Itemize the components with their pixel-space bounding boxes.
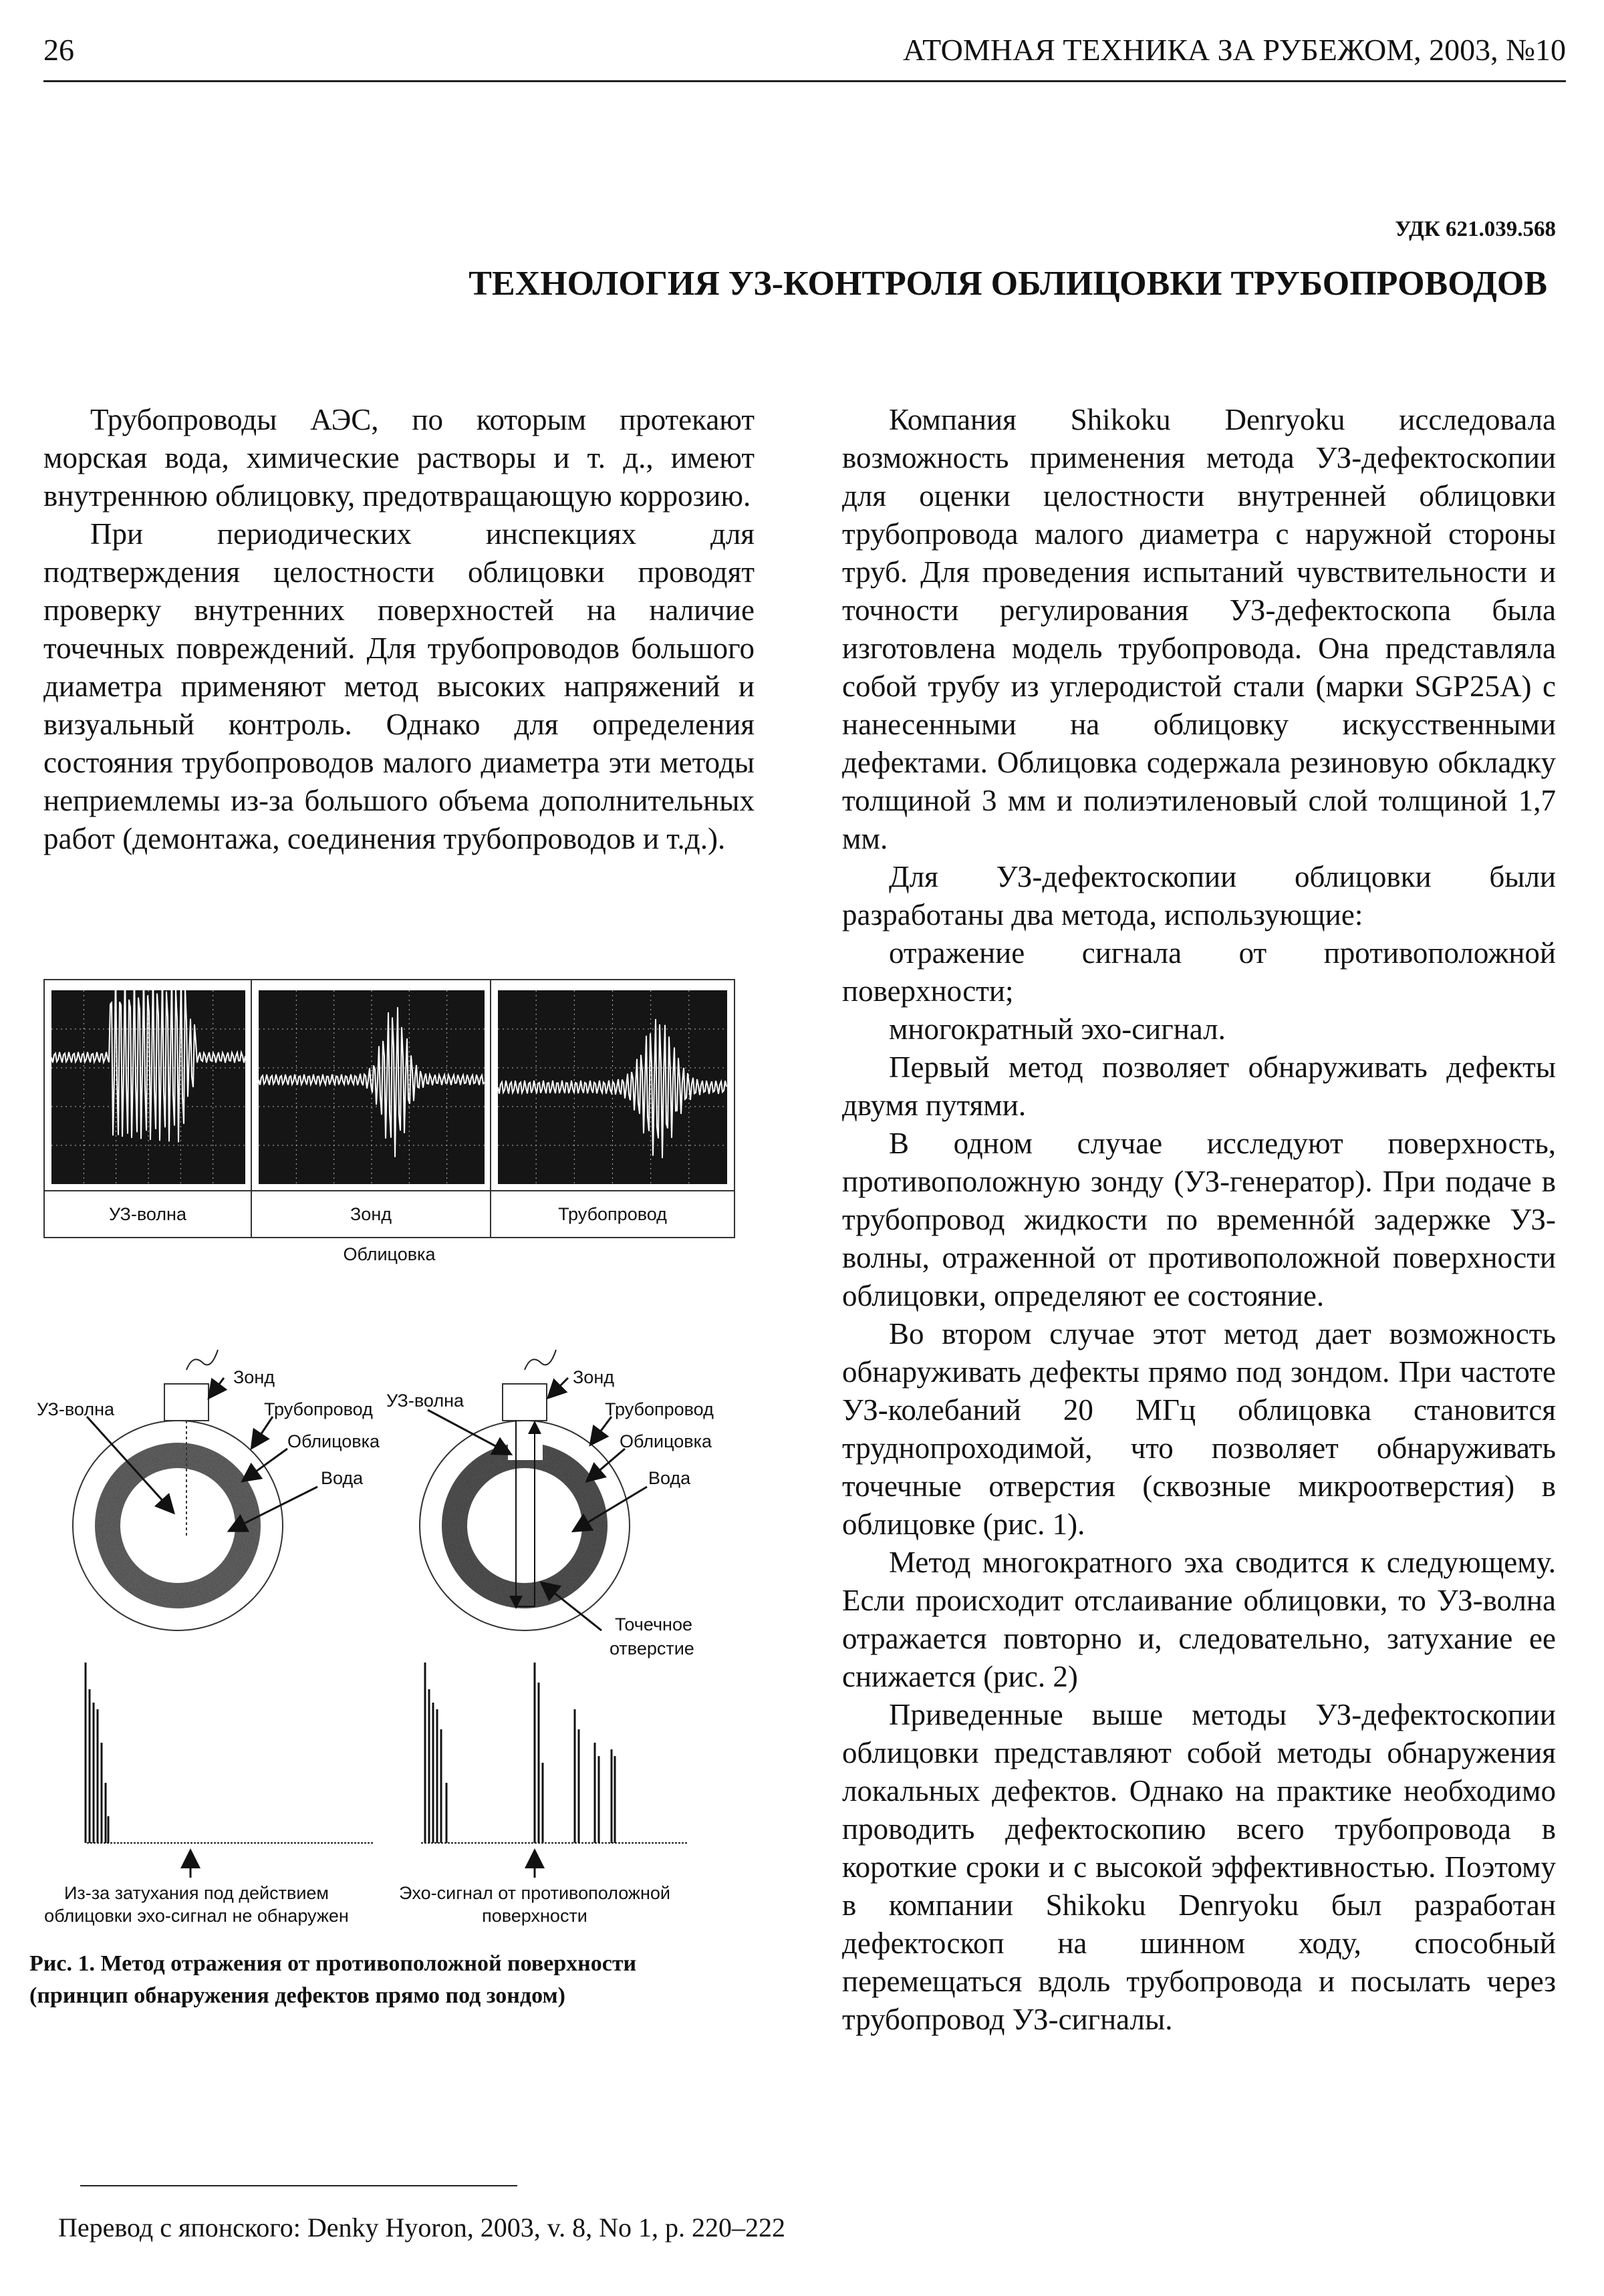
left-note: облицовки эхо-сигнал не обнаружен xyxy=(44,1906,349,1926)
label-water: Вода xyxy=(321,1468,364,1488)
oscillogram-panel xyxy=(45,980,252,1237)
list-item: отражение сигнала от противоположной поверхности; xyxy=(842,936,1556,1008)
right-note: поверхности xyxy=(482,1906,587,1926)
list-item: многократный эхо-сигнал. xyxy=(889,1012,1226,1046)
label-pipe: Трубопровод xyxy=(605,1399,714,1419)
figure-caption: Рис. 1. Метод отражения от противоположной поверхности (принцип обнаружения дефектов прямо под зондом) xyxy=(29,1951,637,2008)
probe-cable xyxy=(525,1350,556,1370)
oscilloscope-screen xyxy=(259,990,485,1184)
paragraph: В одном случае исследуют поверхность, противоположную зонду (УЗ-генератор). При подаче в трубопровод жидкости по временнóй задержке УЗ-волны, отраженной от противоположной поверхности облицовки, определяют ее состояние. xyxy=(842,1127,1556,1312)
footnote: Перевод с японского: Denky Hyoron, 2003, v. 8, No 1, p. 220–222 xyxy=(58,2212,785,2243)
lining-ring xyxy=(108,1455,248,1596)
waveform-trace xyxy=(498,1019,726,1158)
label-probe: Зонд xyxy=(233,1367,275,1387)
page-number: 26 xyxy=(43,33,74,67)
header-divider xyxy=(43,80,1566,82)
paragraph: Метод многократного эха сводится к следующему. Если происходит отслаивание облицовки, то УЗ-волна отражается повторно и, следовательно, затухание ее снижается (рис. 2) xyxy=(842,1546,1556,1693)
left-note: Из-за затухания под действием xyxy=(64,1883,329,1903)
left-column xyxy=(43,401,755,858)
right-note: Эхо-сигнал от противоположной xyxy=(399,1883,670,1903)
footnote-divider xyxy=(80,2185,517,2186)
right-column xyxy=(842,401,1556,2039)
label-wave: УЗ-волна xyxy=(37,1399,115,1419)
paragraph: Компания Shikoku Denryoku исследовала возможность применения метода УЗ-дефектоскопии для оценки целостности внутренней облицовки трубопровода малого диаметра с наружной стороны труб. Для проведения испытаний чувствительности и точности регулирования УЗ-дефектоскопа была изготовлена модель трубопровода. Она представляла собой трубу из углеродистой стали (марки SGP25A) с нанесенными на облицовку искусственными дефектами. Облицовка содержала резиновую обкладку толщиной 3 мм и полиэтиленовый слой толщиной 1,7 мм. xyxy=(842,403,1556,855)
oscillogram-figure xyxy=(43,979,735,1238)
paragraph: Приведенные выше методы УЗ-дефектоскопии облицовки представляют собой методы обнаружения локальных дефектов. Однако на практике необходимо проводить дефектоскопию всего трубопровода в короткие сроки и с высокой эффективностью. Поэтому в компании Shikoku Denryoku был разработан дефектоскоп на шинном ходу, способный перемещаться вдоль трубопровода и посылать через трубопровод УЗ-сигналы. xyxy=(842,1698,1556,2036)
label-lining: Облицовка xyxy=(620,1431,712,1451)
oscillogram-caption: Облицовка xyxy=(343,1244,436,1264)
udk-code: УДК 621.039.568 xyxy=(1395,217,1556,241)
label-hole: Точечное xyxy=(615,1614,693,1634)
label-wave: УЗ-волна xyxy=(386,1391,464,1411)
label-lining: Облицовка xyxy=(287,1431,380,1451)
pipe-diagram xyxy=(0,1323,769,1938)
paragraph: Первый метод позволяет обнаруживать дефекты двумя путями. xyxy=(842,1050,1556,1122)
echo-trace-right xyxy=(421,1663,688,1843)
label-pipe: Трубопровод xyxy=(264,1399,373,1419)
waveform-trace xyxy=(259,1007,485,1157)
lining-ring xyxy=(454,1455,595,1596)
oscilloscope-screen xyxy=(51,990,245,1184)
article-title: ТЕХНОЛОГИЯ УЗ-КОНТРОЛЯ ОБЛИЦОВКИ ТРУБОПРОВОДОВ xyxy=(469,265,1547,303)
oscillogram-panel xyxy=(491,980,734,1237)
oscillogram-panel xyxy=(252,980,491,1237)
label-water: Вода xyxy=(648,1468,691,1488)
paragraph: Для УЗ-дефектоскопии облицовки были разработаны два метода, использующие: xyxy=(842,860,1556,931)
probe-box xyxy=(503,1384,547,1421)
journal-header: АТОМНАЯ ТЕХНИКА ЗА РУБЕЖОМ, 2003, №10 xyxy=(902,33,1566,67)
lining-gap xyxy=(508,1430,543,1460)
echo-trace-left xyxy=(86,1663,374,1843)
label-hole: отверстие xyxy=(610,1638,694,1659)
panel-label: Трубопровод xyxy=(491,1190,734,1237)
paragraph: При периодических инспекциях для подтверждения целостности облицовки проводят проверку внутренних поверхностей на наличие точечных повреждений. Для трубопроводов большого диаметра применяют метод высоких напряжений и визуальный контроль. Однако для определения состояния трубопроводов малого диаметра эти методы неприемлемы из-за большого объема дополнительных работ (демонтажа, соединения трубопроводов и т.д.). xyxy=(43,517,755,855)
oscilloscope-screen xyxy=(498,990,727,1184)
paragraph: Трубопроводы АЭС, по которым протекают морская вода, химические растворы и т. д., имеют внутреннюю облицовку, предотвращающую коррозию. xyxy=(43,403,755,513)
probe-cable xyxy=(186,1350,218,1370)
right-pipe-cross-section xyxy=(386,1350,714,1659)
probe-box xyxy=(164,1384,209,1421)
label-probe: Зонд xyxy=(573,1367,614,1387)
panel-label: УЗ-волна xyxy=(45,1190,251,1237)
paragraph: Во втором случае этот метод дает возможность обнаруживать дефекты прямо под зондом. При частоте УЗ-колебаний 20 МГц облицовка становится труднопроходимой, что позволяет обнаруживать точечные отверстия (сквозные микроотверстия) в облицовке (рис. 1). xyxy=(842,1317,1556,1541)
left-pipe-cross-section xyxy=(37,1350,380,1630)
panel-label: Зонд xyxy=(252,1190,490,1237)
